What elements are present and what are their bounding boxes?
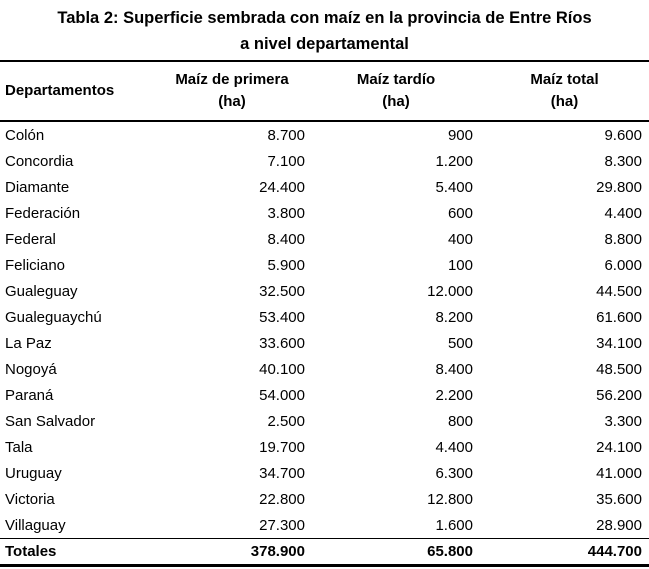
- department-cell: Federal: [5, 230, 56, 248]
- table-row: [0, 278, 649, 304]
- department-cell: Villaguay: [5, 516, 66, 534]
- table-header: [0, 61, 649, 121]
- value-cell: 3.800: [267, 204, 305, 222]
- header-departamentos: [0, 61, 152, 121]
- value-cell: 35.600: [596, 490, 642, 508]
- value-cell: 8.200: [435, 308, 473, 326]
- value-cell: 7.100: [267, 152, 305, 170]
- value-cell: 500: [447, 334, 473, 352]
- totals-maiz-tardio: 65.800: [427, 543, 473, 560]
- header-maiz-total: [480, 61, 649, 121]
- value-cell: 3.300: [604, 412, 642, 430]
- table-row: [0, 174, 649, 200]
- value-cell: 9.600: [604, 126, 642, 144]
- table-body: [0, 121, 649, 539]
- table-row: [0, 252, 649, 278]
- value-cell: 24.100: [596, 438, 642, 456]
- value-cell: 4.400: [604, 204, 642, 222]
- header-maiz-total-label: Maíz total: [530, 71, 599, 88]
- totals-label: Totales: [5, 543, 57, 560]
- header-departamentos-label: Departamentos: [5, 82, 115, 99]
- table-row: [0, 512, 649, 539]
- table-row: [0, 356, 649, 382]
- value-cell: 41.000: [596, 464, 642, 482]
- table-row: [0, 408, 649, 434]
- department-cell: Diamante: [5, 178, 70, 196]
- value-cell: 19.700: [259, 438, 305, 456]
- table-row: [0, 121, 649, 148]
- totals-maiz-total: 444.700: [587, 543, 642, 560]
- table-row: [0, 330, 649, 356]
- table-row: [0, 486, 649, 512]
- department-cell: Colón: [5, 126, 45, 144]
- value-cell: 6.000: [604, 256, 642, 274]
- value-cell: 53.400: [259, 308, 305, 326]
- value-cell: 2.200: [435, 386, 473, 404]
- value-cell: 1.200: [435, 152, 473, 170]
- header-maiz-de-primera: [152, 61, 312, 121]
- value-cell: 100: [447, 256, 473, 274]
- header-maiz-tardio-unit: (ha): [382, 93, 410, 110]
- header-maiz-total-unit: (ha): [550, 93, 579, 110]
- header-maiz-de-primera-label: Maíz de primera: [175, 71, 289, 88]
- value-cell: 34.700: [259, 464, 305, 482]
- totals-maiz-de-primera: 378.900: [250, 543, 305, 560]
- department-cell: Paraná: [5, 386, 54, 404]
- value-cell: 44.500: [596, 282, 642, 300]
- value-cell: 12.000: [427, 282, 473, 300]
- table-row: [0, 382, 649, 408]
- table-title-line1: Tabla 2: Superficie sembrada con maíz en la provincia de Entre Ríos: [57, 9, 592, 27]
- department-cell: Feliciano: [5, 256, 66, 274]
- table-row: [0, 460, 649, 486]
- header-maiz-tardio-label: Maíz tardío: [356, 71, 436, 88]
- department-cell: Victoria: [5, 490, 55, 508]
- table-footer: [0, 539, 649, 566]
- value-cell: 6.300: [435, 464, 473, 482]
- value-cell: 2.500: [267, 412, 305, 430]
- value-cell: 5.900: [267, 256, 305, 274]
- value-cell: 8.400: [435, 360, 473, 378]
- value-cell: 33.600: [259, 334, 305, 352]
- value-cell: 56.200: [596, 386, 642, 404]
- value-cell: 900: [447, 126, 473, 144]
- value-cell: 600: [447, 204, 473, 222]
- value-cell: 34.100: [596, 334, 642, 352]
- value-cell: 32.500: [259, 282, 305, 300]
- value-cell: 5.400: [435, 178, 473, 196]
- department-cell: Concordia: [5, 152, 74, 170]
- value-cell: 24.400: [259, 178, 305, 196]
- department-cell: Federación: [5, 204, 81, 222]
- table-row: [0, 148, 649, 174]
- maize-area-table: [0, 60, 649, 567]
- table-title: [0, 0, 649, 60]
- table-row: [0, 304, 649, 330]
- value-cell: 400: [447, 230, 473, 248]
- value-cell: 61.600: [596, 308, 642, 326]
- value-cell: 8.700: [267, 126, 305, 144]
- value-cell: 40.100: [259, 360, 305, 378]
- department-cell: Uruguay: [5, 464, 62, 482]
- value-cell: 29.800: [596, 178, 642, 196]
- table-row: [0, 200, 649, 226]
- value-cell: 4.400: [435, 438, 473, 456]
- table-title-line2: a nivel departamental: [240, 35, 409, 53]
- header-maiz-tardio: [312, 61, 480, 121]
- department-cell: Gualeguaychú: [5, 308, 102, 326]
- table-row: [0, 226, 649, 252]
- value-cell: 22.800: [259, 490, 305, 508]
- department-cell: Tala: [5, 438, 33, 456]
- department-cell: San Salvador: [5, 412, 96, 430]
- value-cell: 8.800: [604, 230, 642, 248]
- value-cell: 1.600: [435, 516, 473, 534]
- value-cell: 800: [447, 412, 473, 430]
- totals-row: [0, 539, 649, 566]
- value-cell: 54.000: [259, 386, 305, 404]
- table-row: [0, 434, 649, 460]
- value-cell: 12.800: [427, 490, 473, 508]
- department-cell: La Paz: [5, 334, 52, 352]
- value-cell: 28.900: [596, 516, 642, 534]
- department-cell: Nogoyá: [5, 360, 57, 378]
- value-cell: 8.400: [267, 230, 305, 248]
- value-cell: 48.500: [596, 360, 642, 378]
- header-row: [0, 61, 649, 121]
- value-cell: 27.300: [259, 516, 305, 534]
- header-maiz-de-primera-unit: (ha): [218, 93, 246, 110]
- value-cell: 8.300: [604, 152, 642, 170]
- department-cell: Gualeguay: [5, 282, 78, 300]
